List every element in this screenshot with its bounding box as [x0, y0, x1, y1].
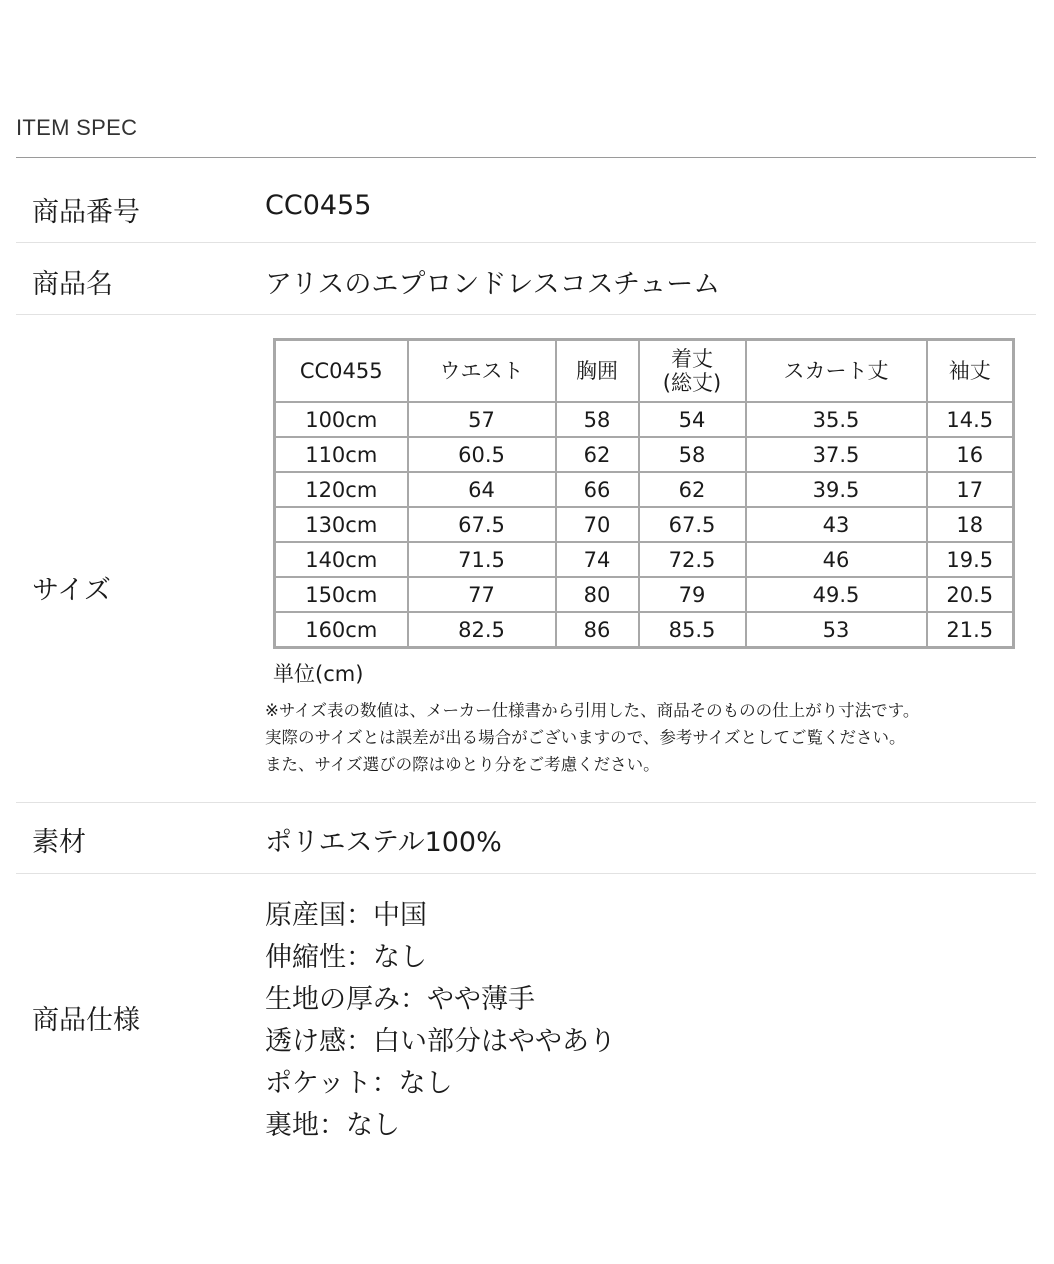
size-table-cell: 62: [556, 437, 639, 472]
size-table-cell: 62: [639, 472, 746, 507]
spec-line: ポケット：なし: [265, 1068, 453, 1099]
size-table-cell: 17: [927, 472, 1014, 507]
size-table-header-cell: ウエスト: [408, 340, 556, 403]
row-divider: [16, 802, 1036, 803]
size-table-cell: 43: [746, 507, 927, 542]
row-divider: [16, 242, 1036, 243]
size-table-cell: 77: [408, 577, 556, 612]
spec-line: 透け感：白い部分はややあり: [265, 1026, 616, 1057]
size-table-header-cell: スカート丈: [746, 340, 927, 403]
size-table-cell: 49.5: [746, 577, 927, 612]
size-table-cell: 60.5: [408, 437, 556, 472]
size-table-cell: 18: [927, 507, 1014, 542]
size-table-cell: 79: [639, 577, 746, 612]
size-table-cell: 85.5: [639, 612, 746, 648]
size-table-header-cell: 胸囲: [556, 340, 639, 403]
size-table-cell: 100cm: [275, 402, 408, 437]
size-table-cell: 72.5: [639, 542, 746, 577]
specs-label: 商品仕様: [32, 1005, 140, 1036]
row-divider: [16, 314, 1036, 315]
item-name-value: アリスのエプロンドレスコスチューム: [265, 269, 721, 300]
spec-line: 生地の厚み：やや薄手: [265, 984, 535, 1015]
size-table-cell: 130cm: [275, 507, 408, 542]
size-table-cell: 71.5: [408, 542, 556, 577]
size-table-cell: 64: [408, 472, 556, 507]
item-name-label: 商品名: [32, 269, 113, 300]
size-unit: 単位(cm): [273, 662, 364, 686]
size-table-cell: 70: [556, 507, 639, 542]
item-number-value: CC0455: [265, 190, 372, 221]
size-table-cell: 19.5: [927, 542, 1014, 577]
size-table-cell: 21.5: [927, 612, 1014, 648]
spec-line: 原産国：中国: [265, 900, 427, 931]
size-table-row: [275, 577, 1014, 612]
spec-line: 裏地：なし: [265, 1110, 400, 1141]
size-table-row: [275, 507, 1014, 542]
size-table-row: [275, 542, 1014, 577]
material-label: 素材: [32, 827, 86, 858]
size-table-row: [275, 437, 1014, 472]
size-table-cell: 35.5: [746, 402, 927, 437]
size-table-cell: 58: [556, 402, 639, 437]
size-label: サイズ: [32, 575, 111, 606]
size-note: ※サイズ表の数値は、メーカー仕様書から引用した、商品そのものの仕上がり寸法です。: [265, 701, 920, 720]
size-table-cell: 140cm: [275, 542, 408, 577]
size-table-cell: 66: [556, 472, 639, 507]
size-table-cell: 39.5: [746, 472, 927, 507]
size-table-header-row: [275, 340, 1014, 403]
size-table-row: [275, 402, 1014, 437]
size-table-header-cell: CC0455: [275, 340, 408, 403]
size-table-cell: 150cm: [275, 577, 408, 612]
size-table-cell: 58: [639, 437, 746, 472]
section-title-divider: [16, 157, 1036, 158]
size-table-cell: 74: [556, 542, 639, 577]
material-value: ポリエステル100%: [265, 827, 502, 858]
size-table-header-cell: 袖丈: [927, 340, 1014, 403]
size-note: また、サイズ選びの際はゆとり分をご考慮ください。: [265, 755, 660, 774]
size-table-cell: 57: [408, 402, 556, 437]
size-table-cell: 120cm: [275, 472, 408, 507]
size-table-cell: 54: [639, 402, 746, 437]
size-table-header-cell: 着丈 (総丈): [639, 340, 746, 403]
size-table-row: [275, 472, 1014, 507]
section-title: ITEM SPEC: [16, 115, 138, 140]
size-table-cell: 160cm: [275, 612, 408, 648]
size-table-cell: 16: [927, 437, 1014, 472]
spec-line: 伸縮性：なし: [265, 942, 427, 973]
size-table-cell: 86: [556, 612, 639, 648]
size-note: 実際のサイズとは誤差が出る場合がございますので、参考サイズとしてご覧ください。: [265, 728, 906, 747]
size-table-cell: 46: [746, 542, 927, 577]
size-table-cell: 37.5: [746, 437, 927, 472]
size-table-cell: 53: [746, 612, 927, 648]
size-table-cell: 82.5: [408, 612, 556, 648]
size-table: [273, 338, 1015, 649]
size-table-row: [275, 612, 1014, 648]
size-table-cell: 80: [556, 577, 639, 612]
item-number-label: 商品番号: [32, 197, 140, 228]
size-table-cell: 110cm: [275, 437, 408, 472]
size-table-cell: 67.5: [639, 507, 746, 542]
size-table-cell: 20.5: [927, 577, 1014, 612]
size-table-cell: 14.5: [927, 402, 1014, 437]
size-table-cell: 67.5: [408, 507, 556, 542]
row-divider: [16, 873, 1036, 874]
